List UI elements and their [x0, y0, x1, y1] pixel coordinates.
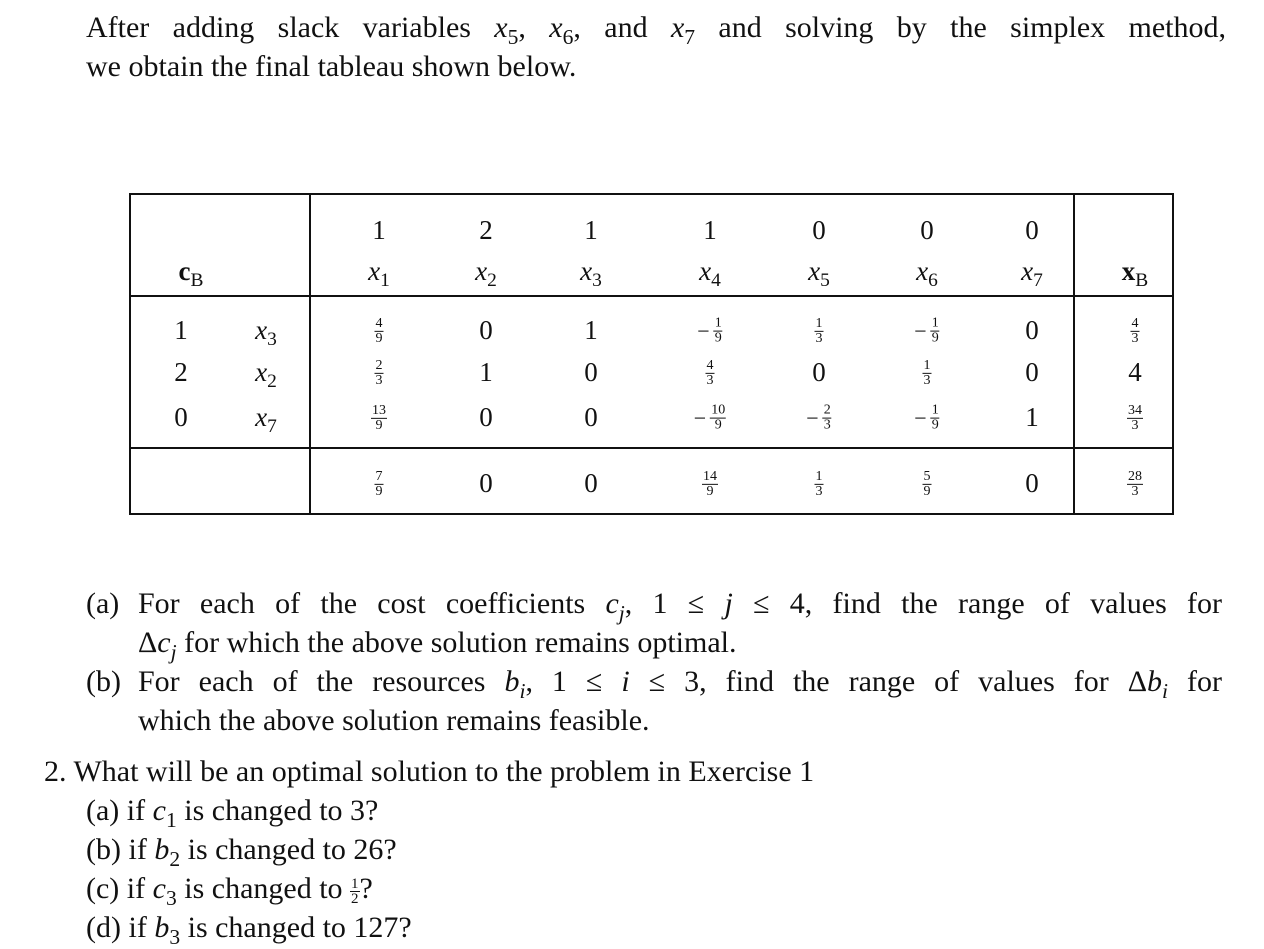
variable-subscript: 5 [820, 270, 830, 292]
variable-subscript: 7 [267, 416, 277, 438]
variable-label [368, 256, 390, 292]
tableau-cell [923, 356, 932, 388]
cb-header [178, 256, 204, 292]
var: c [152, 794, 166, 827]
fraction [375, 470, 384, 499]
fraction-value [815, 314, 824, 347]
exercise-1a [86, 584, 1222, 662]
fraction-numerator: 1 [931, 402, 939, 418]
var-c: c [157, 626, 171, 659]
fraction-numerator: 28 [1128, 469, 1142, 485]
fraction [1131, 317, 1140, 346]
minus-sign: − [806, 405, 819, 431]
item-label: (a) [86, 587, 120, 620]
tableau-objective-rule [131, 447, 1172, 449]
variable-label [178, 256, 204, 292]
cost-cell [812, 215, 826, 245]
cell-value: 0 [1025, 315, 1039, 345]
exercise-1a-line-1 [138, 584, 1222, 623]
basis-cost: 1 [174, 315, 188, 345]
column-variable [368, 256, 390, 292]
fraction-denominator: 3 [375, 373, 383, 389]
tableau-cell [375, 314, 384, 346]
fraction-denominator: 9 [706, 484, 714, 500]
cost-coefficient: 0 [1025, 215, 1039, 245]
cost-coefficient: 0 [812, 215, 826, 245]
exercise-1b-line-2: which the above solution remains feasible. [138, 704, 650, 737]
text: (b) if [86, 833, 155, 866]
fraction-numerator: 1 [923, 358, 931, 374]
fraction-numerator: 34 [1128, 403, 1142, 419]
tableau-cell [914, 401, 939, 434]
fraction-denominator: 3 [1131, 484, 1139, 500]
basis-cost-cell [174, 357, 188, 387]
var-x6-sub: 6 [562, 24, 574, 49]
fraction-value [702, 467, 718, 500]
tableau-cell [479, 402, 493, 432]
text: ≤ 4, find the range of values for [732, 587, 1222, 620]
basis-variable-cell [255, 315, 277, 351]
rhs-cell [1128, 357, 1142, 387]
fraction-value [1131, 314, 1140, 347]
column-variable [699, 256, 721, 292]
text: for which the above solution remains optimal. [176, 626, 737, 659]
cell-value: 0 [584, 402, 598, 432]
tableau-cell [812, 357, 826, 387]
fraction-numerator: 7 [375, 469, 383, 485]
fraction [931, 317, 940, 346]
fraction-value [914, 401, 939, 431]
intro-text: and solving by the simplex method, [695, 11, 1226, 44]
basis-variable-cell [255, 357, 277, 393]
column-variable [475, 256, 497, 292]
var: c [152, 872, 166, 905]
rhs-cell [1127, 401, 1143, 433]
fraction-numerator: 14 [703, 469, 717, 485]
fraction [923, 470, 932, 499]
exercise-2 [44, 752, 1044, 947]
fraction [375, 317, 384, 346]
cost-cell [584, 215, 598, 245]
basis-cost-cell [174, 402, 188, 432]
tableau-cell [1025, 402, 1039, 432]
minus-sign: − [914, 318, 927, 344]
column-variable [808, 256, 830, 292]
variable-subscript: 4 [711, 270, 721, 292]
tableau-cell [479, 315, 493, 345]
cost-coefficient: 1 [372, 215, 386, 245]
fraction-value [375, 314, 384, 347]
variable-letter: x [255, 315, 268, 345]
variable-subscript: 2 [487, 270, 497, 292]
variable-label [916, 256, 938, 292]
fraction-value [375, 356, 384, 389]
var-sub: i [1162, 678, 1169, 703]
variable-letter: x [808, 256, 821, 286]
basis-variable-cell [255, 402, 277, 438]
exercise-2b [44, 830, 1044, 869]
cost-cell [703, 215, 717, 245]
variable-label [1121, 256, 1149, 292]
cell-value: 0 [584, 357, 598, 387]
fraction-denominator: 9 [931, 330, 939, 346]
intro-text: After adding slack variables [86, 11, 495, 44]
fraction-denominator: 3 [1131, 331, 1139, 347]
cell-value: 1 [479, 357, 493, 387]
fraction [815, 470, 824, 499]
cost-cell [1025, 215, 1039, 245]
var-c: c [605, 587, 619, 620]
fraction [714, 317, 723, 346]
objective-cell [584, 468, 598, 498]
fraction-value [697, 314, 722, 344]
column-variable [580, 256, 602, 292]
fraction-value [371, 401, 387, 434]
rhs-cell [1131, 314, 1140, 346]
var-b: b [1147, 665, 1163, 698]
objective-value-cell [1127, 467, 1143, 499]
basis-cost-cell [174, 315, 188, 345]
var: b [154, 911, 170, 944]
text: is changed to [176, 872, 351, 905]
variable-label [255, 357, 277, 393]
var-j: j [724, 587, 733, 620]
fraction-denominator: 3 [815, 484, 823, 500]
fraction [350, 877, 360, 906]
exercise-1b-line-1 [138, 662, 1222, 701]
variable-subscript: 3 [592, 270, 602, 292]
exercise-1-parts [86, 584, 1222, 740]
var-x7-sub: 7 [684, 24, 696, 49]
text: (a) if [86, 794, 153, 827]
cost-coefficient: 0 [920, 215, 934, 245]
text: (d) if [86, 911, 155, 944]
intro-sep: , and [573, 11, 671, 44]
tableau-cell [1025, 357, 1039, 387]
cell-value: 1 [1025, 402, 1039, 432]
tableau-rhs-rule [1073, 195, 1075, 513]
fraction-numerator: 4 [706, 358, 714, 374]
exercise-2d [44, 908, 1044, 947]
cost-coefficient: 2 [479, 215, 493, 245]
fraction-value [1127, 467, 1143, 500]
text: , 1 ≤ [624, 587, 725, 620]
fraction [706, 359, 715, 388]
simplex-tableau [129, 193, 1174, 515]
fraction [375, 359, 384, 388]
variable-label [808, 256, 830, 292]
objective-cell [375, 467, 384, 499]
var-b: b [504, 665, 520, 698]
fraction-value [694, 401, 726, 431]
cell-value: 0 [584, 468, 598, 498]
intro-sep: , [518, 11, 550, 44]
fraction [371, 404, 387, 433]
variable-letter: x [255, 357, 268, 387]
minus-sign: − [914, 405, 927, 431]
text: , 1 ≤ [525, 665, 622, 698]
var-x5-sub: 5 [507, 24, 519, 49]
text: is changed to 3? [176, 794, 379, 827]
fraction-numerator: 1 [815, 316, 823, 332]
basis-cost: 2 [174, 357, 188, 387]
intro-line-1 [86, 8, 1226, 47]
fraction-denominator: 3 [1131, 418, 1139, 434]
exercise-number: 2. [44, 755, 67, 788]
tableau-cell [584, 402, 598, 432]
tableau-cell [815, 314, 824, 346]
cell-value: 0 [479, 315, 493, 345]
cost-cell [372, 215, 386, 245]
fraction-numerator: 1 [714, 315, 722, 331]
fraction-denominator: 3 [923, 373, 931, 389]
fraction-numerator: 2 [375, 358, 383, 374]
variable-letter: x [475, 256, 488, 286]
fraction-numerator: 13 [372, 403, 386, 419]
fraction-numerator: 10 [711, 402, 726, 418]
variable-letter: x [580, 256, 593, 286]
objective-cell [479, 468, 493, 498]
fraction-numerator: 1 [815, 469, 823, 485]
variable-label [255, 402, 277, 438]
variable-label [1021, 256, 1043, 292]
variable-subscript: 2 [267, 371, 277, 393]
var-sub: 3 [165, 885, 177, 910]
tableau-cell [584, 357, 598, 387]
var-sub: j [618, 600, 625, 625]
fraction-numerator: 4 [375, 316, 383, 332]
objective-cell [702, 467, 718, 499]
intro-line-2: we obtain the final tableau shown below. [86, 50, 577, 83]
exercise-2-stem [44, 752, 1044, 791]
variable-label [255, 315, 277, 351]
var-sub: i [519, 678, 526, 703]
tableau-cell [806, 401, 831, 434]
tableau-cell [479, 357, 493, 387]
fraction-value [1127, 401, 1143, 434]
var-x7: x [670, 11, 685, 44]
xb-header [1121, 256, 1149, 292]
intro-paragraph [86, 8, 1226, 86]
variable-subscript: B [1135, 270, 1149, 292]
cell-value: 4 [1128, 357, 1142, 387]
fraction [1127, 470, 1143, 499]
fraction-value [806, 401, 831, 431]
var-x6: x [549, 11, 563, 44]
fraction-numerator: 1 [351, 875, 359, 892]
text: ? [359, 872, 373, 905]
cell-value: 0 [479, 468, 493, 498]
variable-label [699, 256, 721, 292]
basis-cost: 0 [174, 402, 188, 432]
delta-symbol: Δ [138, 626, 158, 659]
tableau-cell [1025, 315, 1039, 345]
tableau-cell [584, 315, 598, 345]
fraction-value [706, 356, 715, 389]
tableau-basis-rule [309, 195, 311, 513]
fraction-numerator: 2 [823, 402, 831, 418]
stem-text: What will be an optimal solution to the problem in Exercise 1 [73, 755, 815, 788]
cost-cell [479, 215, 493, 245]
fraction-value [923, 356, 932, 389]
variable-letter: c [178, 256, 191, 286]
var-x5: x [494, 11, 508, 44]
var-sub: 1 [165, 807, 177, 832]
var-sub: j [170, 639, 177, 664]
variable-subscript: 6 [928, 270, 938, 292]
column-variable [1021, 256, 1043, 292]
cost-cell [920, 215, 934, 245]
objective-cell [923, 467, 932, 499]
fraction-value [375, 467, 384, 500]
variable-letter: x [916, 256, 929, 286]
fraction-numerator: 1 [931, 315, 939, 331]
objective-cell [815, 467, 824, 499]
cell-value: 0 [1025, 468, 1039, 498]
fraction [823, 404, 832, 433]
variable-subscript: 3 [267, 329, 277, 351]
text: is changed to 26? [180, 833, 397, 866]
tableau-cell [706, 356, 715, 388]
variable-letter: x [1021, 256, 1034, 286]
text: for [1168, 665, 1222, 698]
variable-subscript: B [190, 270, 204, 292]
fraction-denominator: 9 [714, 417, 722, 433]
tableau-cell [371, 401, 387, 433]
cell-value: 0 [1025, 357, 1039, 387]
fraction-value [815, 467, 824, 500]
minus-sign: − [697, 318, 710, 344]
objective-cell [1025, 468, 1039, 498]
fraction-numerator: 4 [1131, 316, 1139, 332]
fraction-numerator: 5 [923, 469, 931, 485]
fraction-denominator: 9 [931, 417, 939, 433]
tableau-cell [375, 356, 384, 388]
fraction [710, 404, 726, 433]
fraction-value [923, 467, 932, 500]
item-label: (b) [86, 665, 121, 698]
fraction-denominator: 9 [923, 484, 931, 500]
fraction-denominator: 3 [823, 417, 831, 433]
variable-label [580, 256, 602, 292]
fraction-denominator: 9 [375, 484, 383, 500]
text: is changed to 127? [180, 911, 412, 944]
fraction [702, 470, 718, 499]
exercise-1a-line-2 [138, 626, 737, 664]
variable-letter: x [255, 402, 268, 432]
fraction-denominator: 2 [351, 890, 359, 907]
text: For each of the resources [138, 665, 505, 698]
fraction [815, 317, 824, 346]
variable-letter: x [699, 256, 712, 286]
cost-coefficient: 1 [584, 215, 598, 245]
exercise-2a [44, 791, 1044, 830]
fraction [923, 359, 932, 388]
var-sub: 3 [169, 924, 181, 949]
cell-value: 0 [479, 402, 493, 432]
cell-value: 0 [812, 357, 826, 387]
text: (c) if [86, 872, 153, 905]
tableau-cell [914, 314, 939, 347]
fraction-value [914, 314, 939, 344]
var-sub: 2 [169, 846, 181, 871]
fraction-denominator: 9 [714, 330, 722, 346]
variable-letter: x [1121, 256, 1136, 286]
fraction [1127, 404, 1143, 433]
tableau-cell [694, 401, 726, 434]
fraction-denominator: 3 [706, 373, 714, 389]
fraction-denominator: 3 [815, 331, 823, 347]
fraction-denominator: 9 [375, 418, 383, 434]
text: For each of the cost coefficients [138, 587, 606, 620]
var-i: i [621, 665, 630, 698]
cell-value: 1 [584, 315, 598, 345]
variable-subscript: 1 [380, 270, 390, 292]
tableau-cell [697, 314, 722, 347]
var: b [154, 833, 170, 866]
variable-letter: x [368, 256, 381, 286]
exercise-2c [44, 869, 1044, 908]
exercise-1b [86, 662, 1222, 740]
variable-label [475, 256, 497, 292]
cost-coefficient: 1 [703, 215, 717, 245]
minus-sign: − [693, 405, 707, 431]
fraction-denominator: 9 [375, 331, 383, 347]
variable-subscript: 7 [1033, 270, 1043, 292]
text: ≤ 3, find the range of values for Δ [629, 665, 1148, 698]
column-variable [916, 256, 938, 292]
fraction [931, 404, 940, 433]
tableau-header-rule [131, 295, 1172, 297]
